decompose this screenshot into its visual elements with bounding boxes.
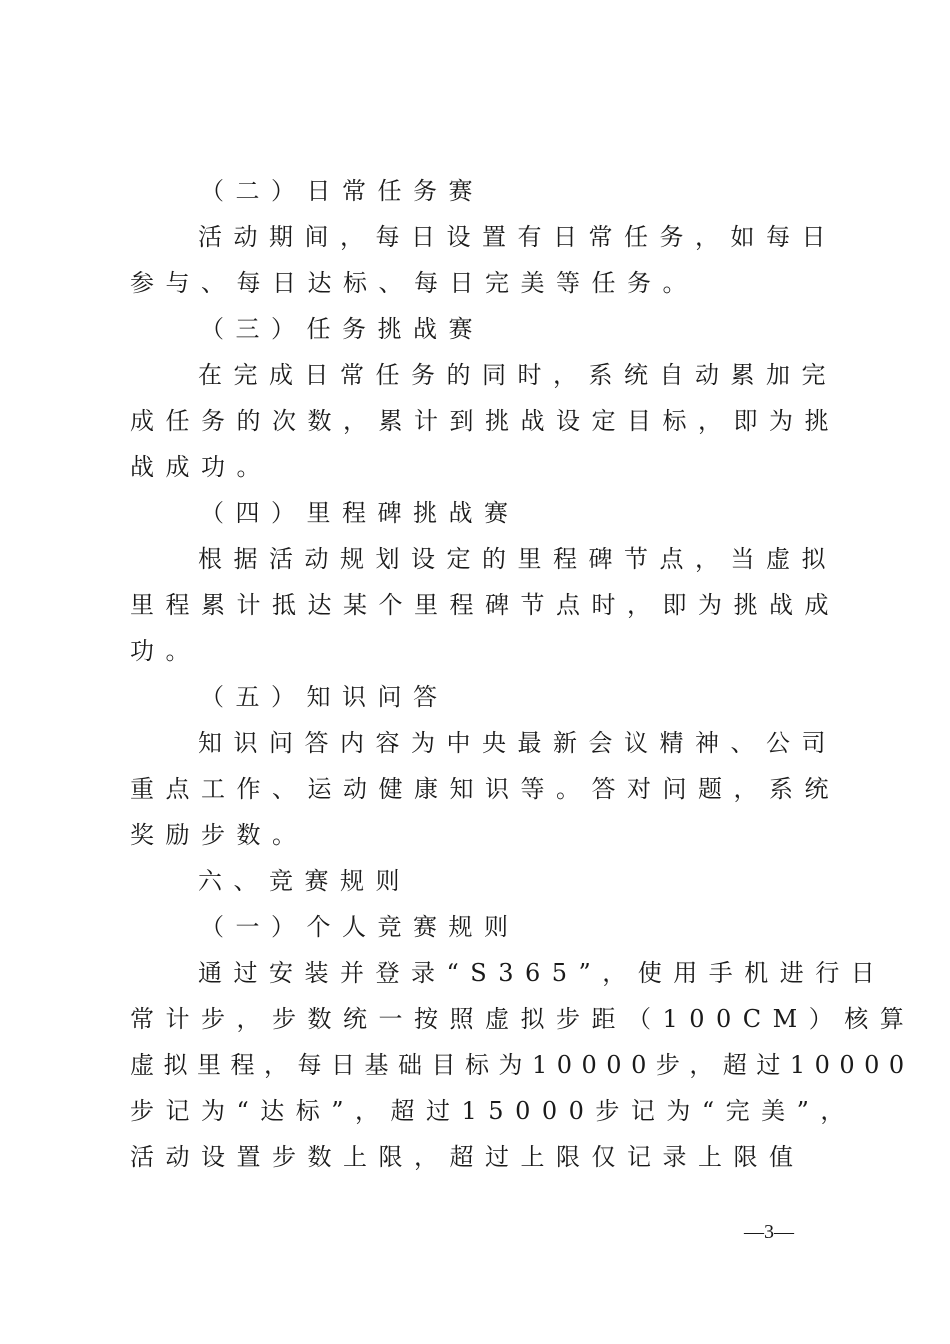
- paragraph-line: 奖励步数。: [130, 821, 308, 849]
- paragraph-line: 根据活动规划设定的里程碑节点，当虚拟: [198, 545, 837, 573]
- paragraph-line: 参与、每日达标、每日完美等任务。: [130, 269, 698, 297]
- paragraph-line: 功。: [130, 637, 201, 665]
- heading-individual-rules: （一）个人竞赛规则: [200, 913, 520, 941]
- paragraph-line: 活动设置步数上限，超过上限仅记录上限值: [130, 1143, 805, 1171]
- paragraph-line: 里程累计抵达某个里程碑节点时，即为挑战成: [130, 591, 840, 619]
- paragraph-line: 战成功。: [130, 453, 272, 481]
- section-heading-competition-rules: 六、竞赛规则: [198, 867, 411, 895]
- paragraph-line: 步记为“达标”，超过15000步记为“完美”，: [130, 1097, 856, 1125]
- paragraph-line: 成任务的次数，累计到挑战设定目标，即为挑: [130, 407, 840, 435]
- paragraph-line: 活动期间，每日设置有日常任务，如每日: [198, 223, 837, 251]
- paragraph-line: 重点工作、运动健康知识等。答对问题，系统: [130, 775, 840, 803]
- paragraph-line: 通过安装并登录“S365”，使用手机进行日: [198, 959, 887, 987]
- paragraph-line: 在完成日常任务的同时，系统自动累加完: [198, 361, 837, 389]
- page-number: —3—: [744, 1221, 794, 1243]
- heading-knowledge-quiz: （五）知识问答: [200, 683, 449, 711]
- heading-milestone-challenge: （四）里程碑挑战赛: [200, 499, 520, 527]
- paragraph-line: 常计步，步数统一按照虚拟步距（100CM）核算: [130, 1005, 916, 1033]
- paragraph-line: 知识问答内容为中央最新会议精神、公司: [198, 729, 837, 757]
- heading-daily-task-contest: （二）日常任务赛: [200, 177, 484, 205]
- paragraph-line: 虚拟里程，每日基础目标为10000步，超过10000: [130, 1051, 914, 1079]
- heading-task-challenge: （三）任务挑战赛: [200, 315, 484, 343]
